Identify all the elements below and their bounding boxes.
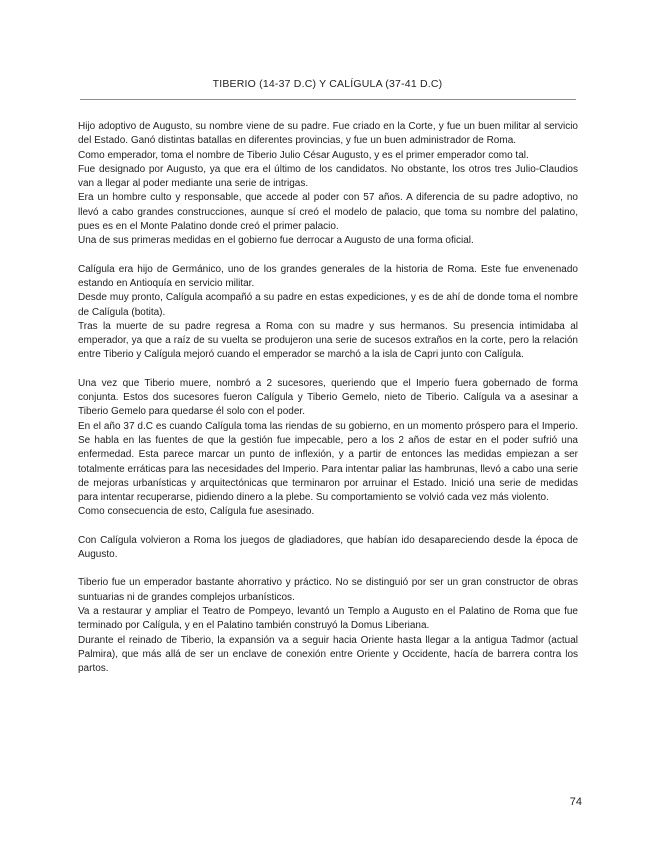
page-number: 74 bbox=[569, 796, 582, 808]
paragraph: Tiberio fue un emperador bastante ahorrativo y práctico. No se distinguió por ser un gran constructor de obras suntuarias ni de grandes complejos urbanísticos. bbox=[78, 577, 578, 603]
body-text bbox=[78, 120, 578, 676]
paragraph: Calígula era hijo de Germánico, uno de los grandes generales de la historia de Roma. Este fue envenenado estando en Antioquía en servicio militar. bbox=[78, 263, 578, 289]
paragraph: Desde muy pronto, Calígula acompañó a su padre en estas expediciones, y es de ahí de donde toma el nombre de Calígula (botita). bbox=[78, 292, 578, 318]
paragraph: Hijo adoptivo de Augusto, su nombre viene de su padre. Fue criado en la Corte, y fue un buen militar al servicio del Estado. Ganó distintas batallas en diferentes provincias, y fue un buen administrador de Roma. bbox=[78, 121, 578, 147]
paragraph: Era un hombre culto y responsable, que accede al poder con 57 años. A diferencia de su padre adoptivo, no llevó a cabo grandes construcciones, aunque sí creó el modelo de palacio, que toma su nombre del palatino, pues es en el Monte Palatino donde creó el primer palacio. bbox=[78, 192, 578, 233]
page-title: TIBERIO (14-37 D.C) Y CALÍGULA (37-41 D.C) bbox=[212, 78, 443, 90]
paragraph: Con Calígula volvieron a Roma los juegos de gladiadores, que habían ido desapareciendo desde la época de Augusto. bbox=[78, 534, 578, 561]
section-gap bbox=[78, 562, 578, 576]
paragraph: Durante el reinado de Tiberio, la expansión va a seguir hacia Oriente hasta llegar a la antigua Tadmor (actual Palmira), que más allá de ser un enclave de conexión entre Oriente y Occidente, hacía de barrera contra los partos. bbox=[78, 634, 578, 675]
section-gap bbox=[78, 249, 578, 263]
paragraph: Una vez que Tiberio muere, nombró a 2 sucesores, queriendo que el Imperio fuera gobernado de forma conjunta. Estos dos sucesores fueron Calígula y Tiberio Gemelo, nieto de Tiberio. Calígula va a asesinar a Tiberio Gemelo para quedarse él solo con el poder. bbox=[78, 377, 578, 418]
title-divider bbox=[80, 99, 576, 100]
paragraph: En el año 37 d.C es cuando Calígula toma las riendas de su gobierno, en un momento próspero para el Imperio. Se habla en las fuentes de que la gestión fue impecable, pero a los 2 años de estar en el poder sufrió una enfermedad. Esta parece marcar un punto de inflexión, y a partir de entonces las medidas empiezan a ser totalmente erráticas para las necesidades del Imperio. Para intentar paliar las hambrunas, llevó a cabo una serie de mejoras urbanísticas y arquitectónicas que terminaron por arruinar el Estado. Inició una serie de medidas para intentar recuperarse, pidiendo dinero a la plebe. Su comportamiento se volvió cada vez más violento. bbox=[78, 420, 578, 504]
paragraph: Fue designado por Augusto, ya que era el último de los candidatos. No obstante, los otros tres Julio-Claudios van a llegar al poder mediante una serie de intrigas. bbox=[78, 163, 578, 190]
section-gap bbox=[78, 363, 578, 377]
paragraph: Como consecuencia de esto, Calígula fue asesinado. bbox=[78, 506, 315, 518]
section-gap bbox=[78, 520, 578, 534]
paragraph: Una de sus primeras medidas en el gobierno fue derrocar a Augusto de una forma oficial. bbox=[78, 235, 474, 247]
paragraph: Va a restaurar y ampliar el Teatro de Pompeyo, levantó un Templo a Augusto en el Palatino de Roma que fue terminado por Calígula, y en el Palatino también construyó la Domus Liberiana. bbox=[78, 605, 578, 632]
paragraph: Como emperador, toma el nombre de Tiberio Julio César Augusto, y es el primer emperador como tal. bbox=[78, 149, 529, 161]
paragraph: Tras la muerte de su padre regresa a Roma con su madre y sus hermanos. Su presencia intimidaba al emperador, ya que a raíz de su vuelta se produjeron una serie de sucesos extraños en la corte, pero la relación entre Tiberio y Calígula mejoró cuando el emperador se marchó a la isla de Capri junto con Calígula. bbox=[78, 320, 578, 361]
